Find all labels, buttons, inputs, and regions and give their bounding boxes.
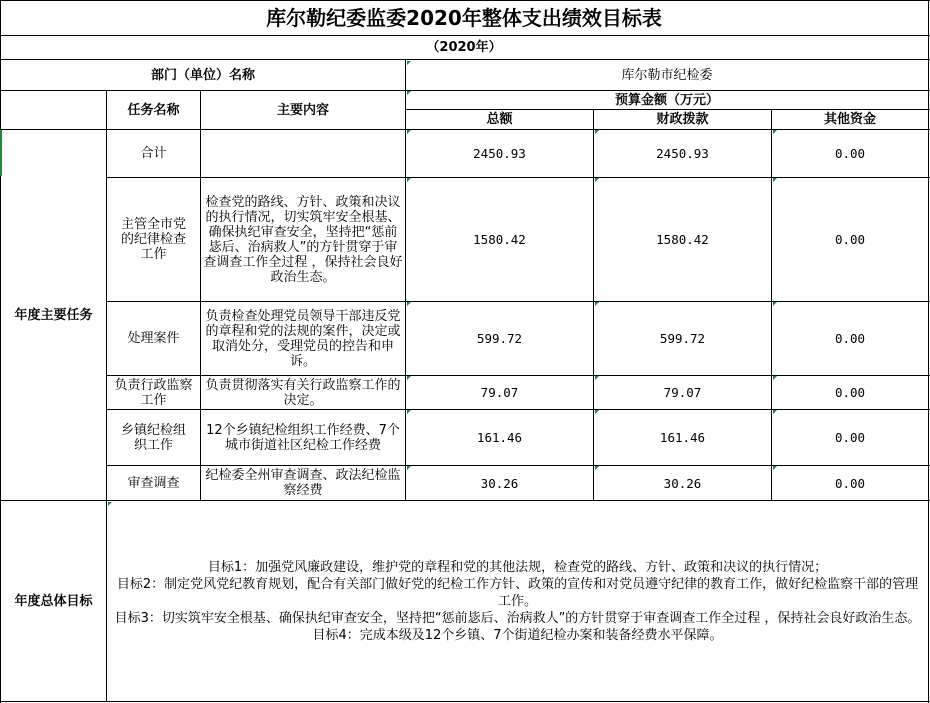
row-task-name: 负责行政监察工作 bbox=[114, 377, 193, 408]
row-task-name: 处理案件 bbox=[127, 331, 180, 346]
goal-item: 目标1：加强党风廉政建设，维护党的章程和党的其他法规，检查党的路线、方针、政策和决议的执行情况； bbox=[207, 559, 828, 575]
header-total: 总额 bbox=[486, 112, 513, 127]
row-fiscal: 30.26 bbox=[663, 475, 702, 491]
row-fiscal: 79.07 bbox=[663, 385, 702, 400]
row-content: 负责贯彻落实有关行政监察工作的决定。 bbox=[205, 377, 401, 408]
dept-value: 库尔勒市纪检委 bbox=[621, 67, 713, 83]
goal-item: 目标3：切实筑牢安全根基、确保执纪审查安全，坚持把“惩前毖后、治病救人”的方针贯穿于审查调查工作全过程 ，保持社会良好政治生态。 bbox=[114, 610, 921, 626]
goal-item: 目标4：完成本级及12个乡镇、7个街道纪检办案和装备经费水平保障。 bbox=[312, 627, 723, 643]
header-budget: 预算金额（万元） bbox=[614, 92, 719, 108]
row-content: 负责检查处理党员领导干部违反党的章程和党的法规的案件，决定或取消处分，受理党员的控告和申诉。 bbox=[205, 308, 401, 369]
row-total: 1580.42 bbox=[473, 232, 526, 247]
row-task-name: 主管全市党的纪律检查工作 bbox=[120, 217, 186, 262]
goal-item: 目标2：制定党风党纪教育规划，配合有关部门做好党的纪检工作方针、政策的宣传和对党员遵守纪律的教育工作，做好纪检监察干部的管理工作。 bbox=[116, 576, 919, 609]
row-content: 检查党的路线、方针、政策和决议的执行情况，切实筑牢安全根基、确保执纪审查安全，坚持把“惩前毖后、治病救人”的方针贯穿于审查调查工作全过程 ，保持社会良好政治生态。 bbox=[203, 194, 403, 285]
dept-label: 部门（单位）名称 bbox=[150, 67, 255, 83]
row-task-name: 审查调查 bbox=[127, 475, 180, 491]
row-other: 0.00 bbox=[834, 475, 866, 491]
row-total: 161.46 bbox=[476, 430, 523, 445]
header-task-name: 任务名称 bbox=[127, 102, 180, 118]
section-annual-tasks: 年度主要任务 bbox=[14, 307, 93, 323]
row-content: 12个乡镇纪检组织工作经费、7个城市街道社区纪检工作经费 bbox=[206, 422, 400, 453]
section-annual-goals: 年度总体目标 bbox=[14, 593, 93, 609]
row-content: 纪检委全州审查调查、政法纪检监察经费 bbox=[205, 468, 401, 498]
row-task-name: 合计 bbox=[140, 146, 167, 161]
row-total: 79.07 bbox=[480, 385, 519, 400]
row-total: 599.72 bbox=[476, 331, 523, 346]
row-fiscal: 1580.42 bbox=[656, 232, 709, 247]
row-other: 0.00 bbox=[834, 232, 866, 247]
header-other: 其他资金 bbox=[823, 112, 876, 127]
header-main-content: 主要内容 bbox=[276, 102, 329, 118]
goals-block bbox=[107, 501, 928, 701]
row-other: 0.00 bbox=[834, 430, 866, 445]
row-other: 0.00 bbox=[834, 146, 866, 161]
row-other: 0.00 bbox=[834, 385, 866, 400]
row-other: 0.00 bbox=[834, 331, 866, 346]
row-content bbox=[201, 130, 405, 177]
year-label: （2020年） bbox=[426, 40, 502, 55]
row-total: 30.26 bbox=[480, 475, 519, 491]
row-fiscal: 599.72 bbox=[659, 331, 706, 346]
row-task-name: 乡镇纪检组织工作 bbox=[120, 422, 186, 453]
row-fiscal: 161.46 bbox=[659, 430, 706, 445]
header-fiscal: 财政拨款 bbox=[656, 112, 709, 127]
page-title: 库尔勒纪委监委2020年整体支出绩效目标表 bbox=[266, 5, 662, 30]
row-total: 2450.93 bbox=[473, 146, 526, 161]
row-fiscal: 2450.93 bbox=[656, 146, 709, 161]
